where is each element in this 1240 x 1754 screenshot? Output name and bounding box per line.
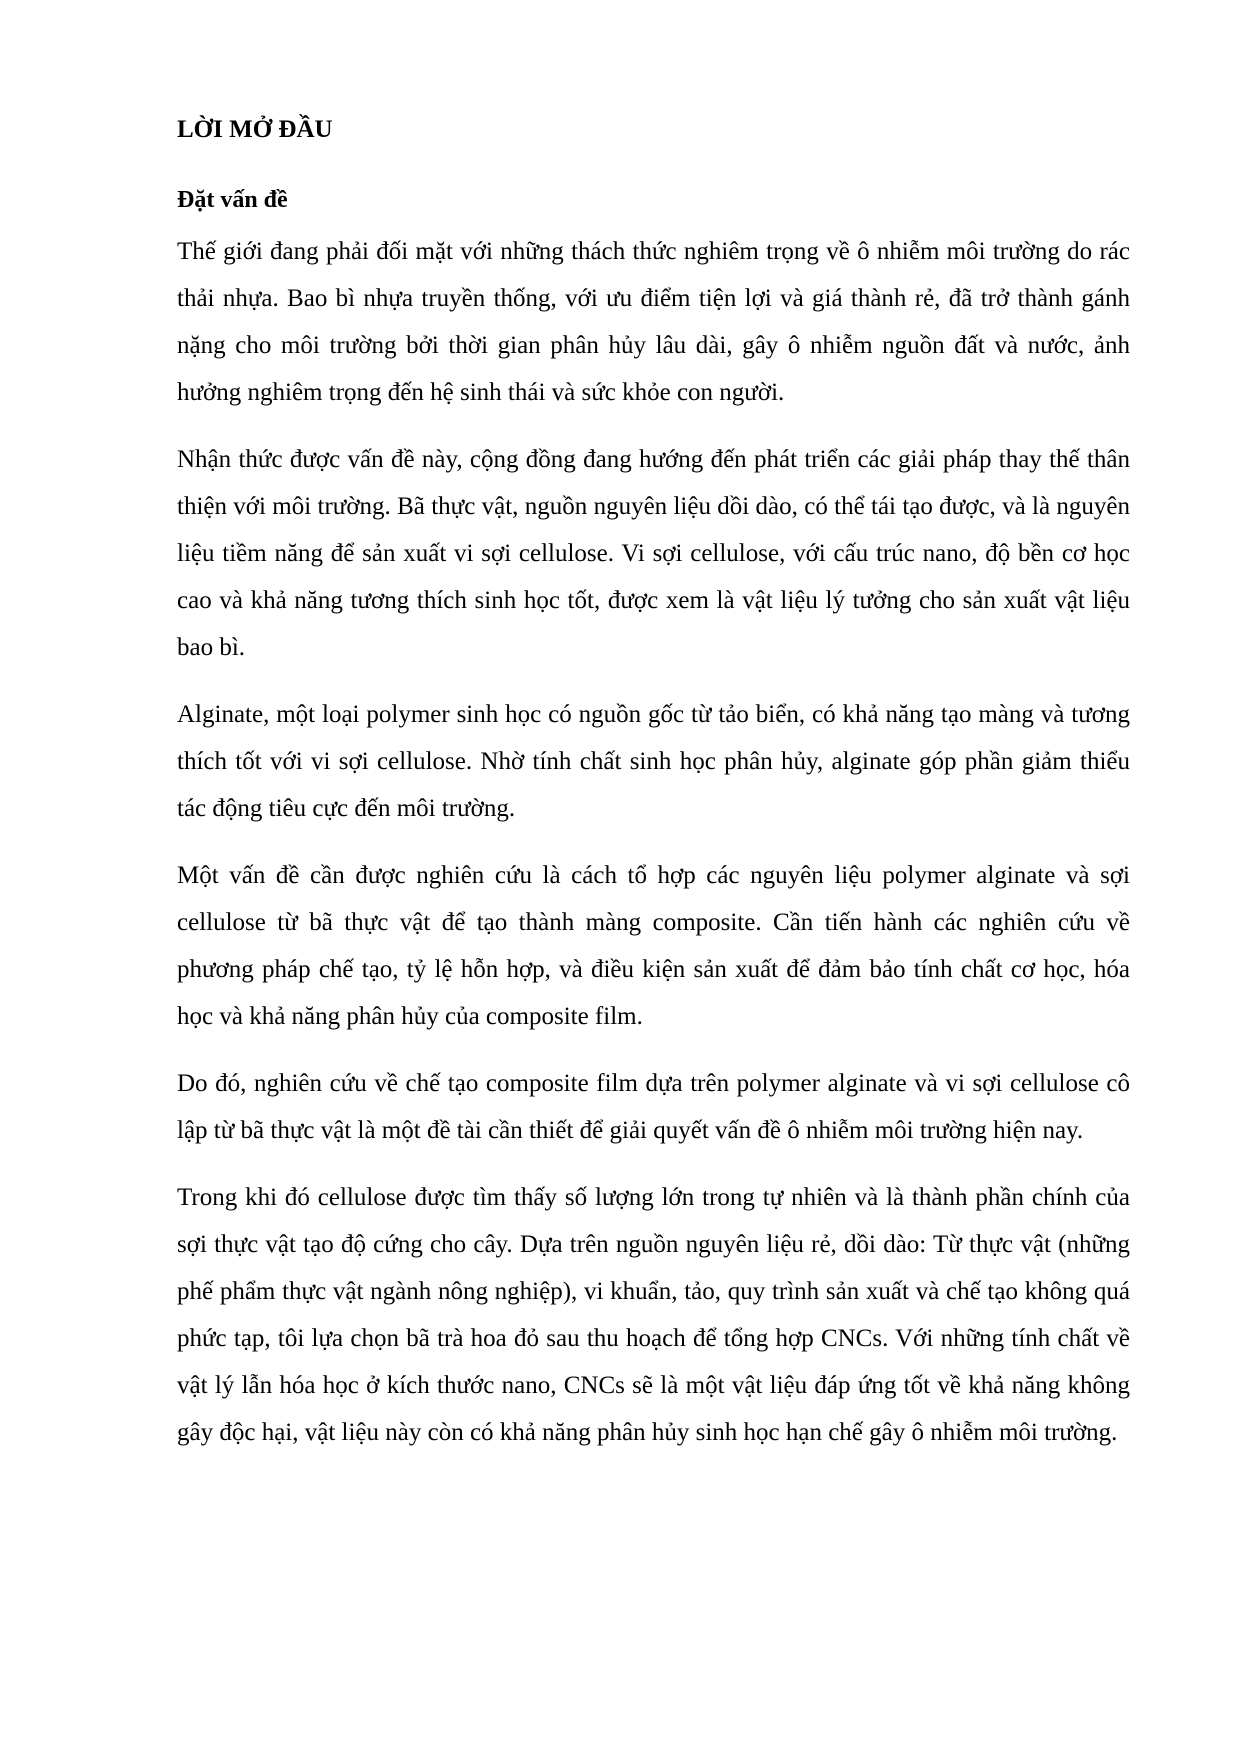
- page-title: LỜI MỞ ĐẦU: [177, 116, 333, 143]
- section-heading: Đặt vấn đề: [177, 187, 288, 213]
- page-content: [177, 110, 1130, 1476]
- paragraph-plant-residue: Nhận thức được vấn đề này, cộng đồng đang hướng đến phát triển các giải pháp thay thế thân thiện với môi trường. Bã thực vật, nguồn nguyên liệu dồi dào, có thể tái tạo được, và là nguyên liệu tiềm năng để sản xuất vi sợi cellulose. Vi sợi cellulose, với cấu trúc nano, độ bền cơ học cao và khả năng tương thích sinh học tốt, được xem là vật liệu lý tưởng cho sản xuất vật liệu bao bì.: [177, 446, 1130, 661]
- paragraph-research-problem: Một vấn đề cần được nghiên cứu là cách tổ hợp các nguyên liệu polymer alginate và sợi cellulose từ bã thực vật để tạo thành màng composite. Cần tiến hành các nghiên cứu về phương pháp chế tạo, tỷ lệ hỗn hợp, và điều kiện sản xuất để đảm bảo tính chất cơ học, hóa học và khả năng phân hủy của composite film.: [177, 862, 1130, 1030]
- paragraph-alginate: Alginate, một loại polymer sinh học có nguồn gốc từ tảo biển, có khả năng tạo màng và tương thích tốt với vi sợi cellulose. Nhờ tính chất sinh học phân hủy, alginate góp phần giảm thiểu tác động tiêu cực đến môi trường.: [177, 701, 1130, 822]
- paragraph-cellulose-cncs: Trong khi đó cellulose được tìm thấy số lượng lớn trong tự nhiên và là thành phần chính của sợi thực vật tạo độ cứng cho cây. Dựa trên nguồn nguyên liệu rẻ, dồi dào: Từ thực vật (những phế phẩm thực vật ngành nông nghiệp), vi khuẩn, tảo, quy trình sản xuất và chế tạo không quá phức tạp, tôi lựa chọn bã trà hoa đỏ sau thu hoạch để tổng hợp CNCs. Với những tính chất về vật lý lẫn hóa học ở kích thước nano, CNCs sẽ là một vật liệu đáp ứng tốt về khả năng không gây độc hại, vật liệu này còn có khả năng phân hủy sinh học hạn chế gây ô nhiễm môi trường.: [177, 1184, 1130, 1446]
- paragraph-plastic-pollution: Thế giới đang phải đối mặt với những thách thức nghiêm trọng về ô nhiễm môi trường do rác thải nhựa. Bao bì nhựa truyền thống, với ưu điểm tiện lợi và giá thành rẻ, đã trở thành gánh nặng cho môi trường bởi thời gian phân hủy lâu dài, gây ô nhiễm nguồn đất và nước, ảnh hưởng nghiêm trọng đến hệ sinh thái và sức khỏe con người.: [177, 238, 1130, 406]
- paragraph-conclusion: Do đó, nghiên cứu về chế tạo composite film dựa trên polymer alginate và vi sợi cellulose cô lập từ bã thực vật là một đề tài cần thiết để giải quyết vấn đề ô nhiễm môi trường hiện nay.: [177, 1070, 1130, 1144]
